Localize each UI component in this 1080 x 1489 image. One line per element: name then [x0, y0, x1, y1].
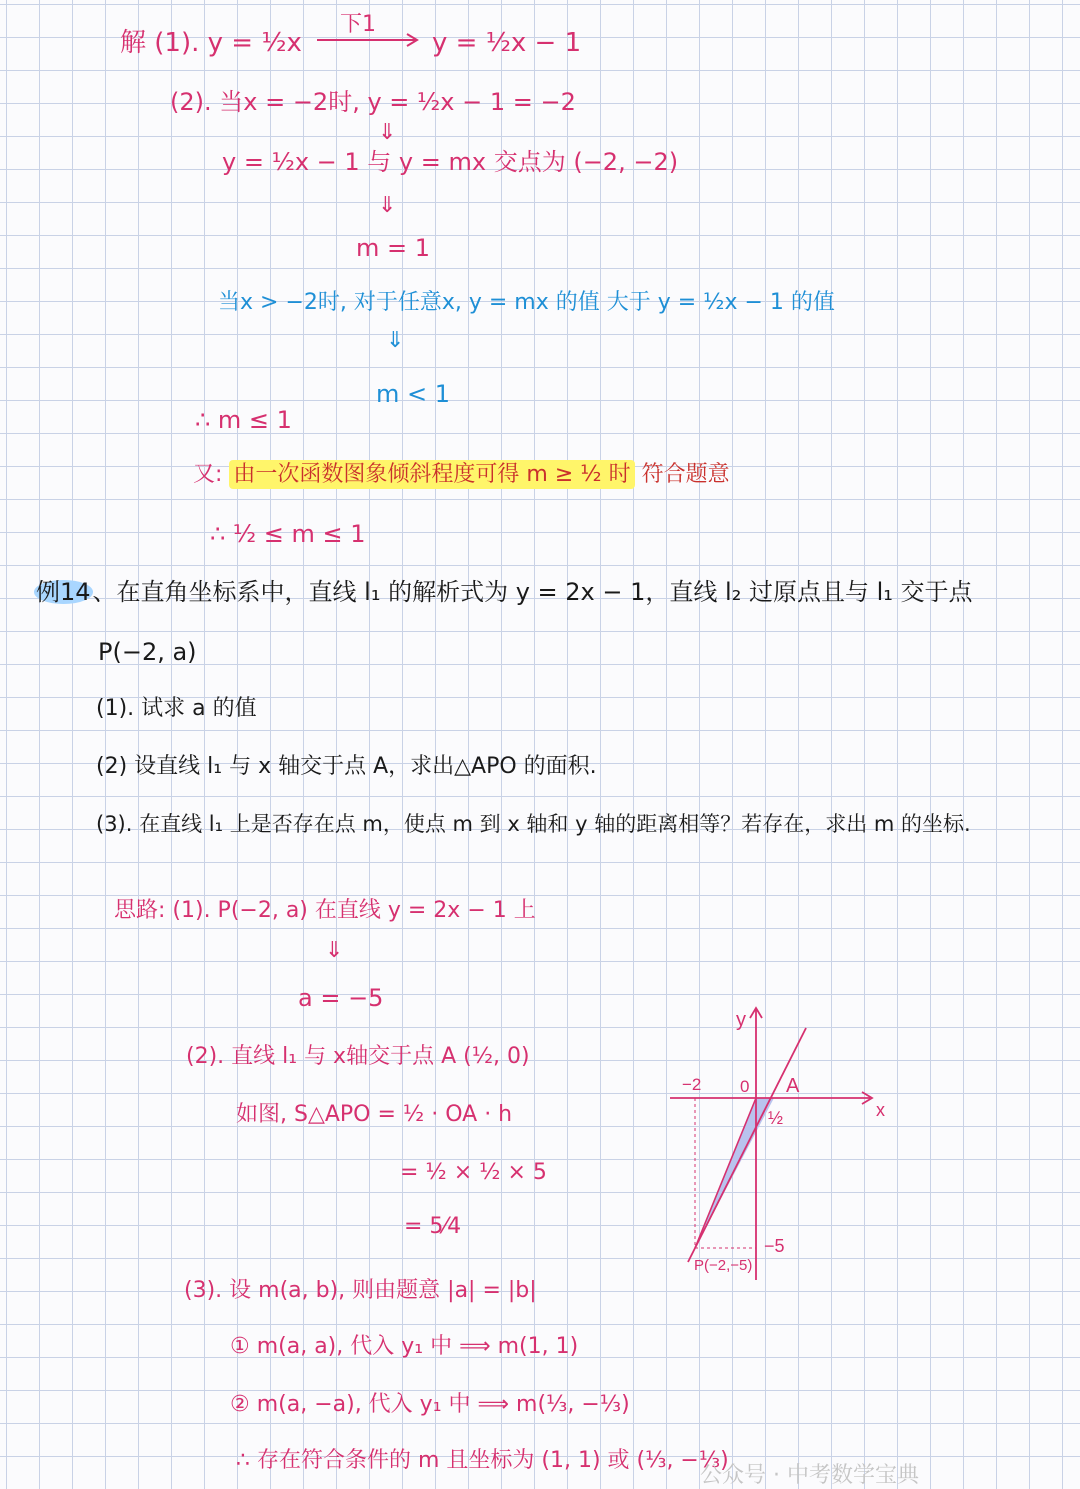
point-a-label: A	[786, 1075, 800, 1097]
thinking-line-3: (3). 设 m(a, b), 则由题意 |a| = |b|	[184, 1278, 537, 1303]
y-axis-label: y	[736, 1009, 746, 1031]
x-axis-label: x	[876, 1100, 885, 1120]
solution-line-1: 解 (1). y = ½x	[120, 28, 302, 58]
therefore-2: ∴ ½ ≤ m ≤ 1	[210, 520, 366, 548]
solution-line-1-result: y = ½x − 1	[432, 28, 582, 58]
right-arrow-icon	[315, 30, 425, 50]
half-label: ½	[768, 1108, 784, 1128]
blue-condition-line: 当x > −2时, 对于任意x, y = mx 的值 大于 y = ½x − 1 的值	[218, 290, 835, 315]
thinking-line-2c: = ½ × ½ × 5	[400, 1160, 547, 1185]
origin-label: 0	[740, 1077, 750, 1096]
problem-number: 例14	[36, 578, 91, 606]
thinking-line-1: 思路: (1). P(−2, a) 在直线 y = 2x − 1 上	[114, 898, 536, 923]
also-line	[193, 464, 730, 486]
problem-statement-line-2: P(−2, a)	[98, 638, 197, 666]
problem-text-a: 、在直角坐标系中，直线 l₁ 的解析式为 y = 2x − 1，直线 l₂ 过原点且与 l₁ 交于点	[92, 578, 973, 606]
point-p-label: P(−2,−5)	[694, 1257, 753, 1274]
problem-statement-line-1	[34, 580, 973, 604]
arrow-label: 下1	[340, 12, 376, 37]
therefore-1: ∴ m ≤ 1	[195, 406, 292, 434]
solution-line-4: m = 1	[356, 234, 431, 262]
down-arrow-1: ⇓	[378, 120, 397, 145]
neg5-label: −5	[764, 1236, 785, 1256]
also-label: 又:	[193, 462, 223, 487]
thinking-line-3c: ∴ 存在符合条件的 m 且坐标为 (1, 1) 或 (⅓, −⅓)	[236, 1448, 729, 1473]
highlighted-text: 由一次函数图象倾斜程度可得 m ≥ ½ 时	[229, 460, 634, 489]
down-arrow-3: ⇓	[386, 328, 405, 353]
thinking-down-arrow: ⇓	[325, 938, 344, 963]
line-l1	[688, 1028, 806, 1262]
question-3: (3). 在直线 l₁ 上是否存在点 m，使点 m 到 x 轴和 y 轴的距离相等？若存在，求出 m 的坐标.	[96, 812, 971, 836]
coordinate-graph	[660, 1000, 900, 1290]
blue-result: m < 1	[376, 380, 451, 408]
thinking-line-3b: ② m(a, −a), 代入 y₁ 中 ⟹ m(⅓, −⅓)	[230, 1392, 630, 1417]
neg2-label: −2	[682, 1075, 702, 1094]
line-op	[695, 1098, 756, 1248]
solution-line-3: y = ½x − 1 与 y = mx 交点为 (−2, −2)	[222, 148, 679, 176]
also-tail: 符合题意	[641, 462, 730, 487]
thinking-line-3a: ① m(a, a), 代入 y₁ 中 ⟹ m(1, 1)	[230, 1334, 579, 1359]
down-arrow-2: ⇓	[378, 193, 397, 218]
question-1: (1). 试求 a 的值	[96, 696, 257, 721]
question-2: (2) 设直线 l₁ 与 x 轴交于点 A，求出△APO 的面积.	[96, 754, 597, 779]
solution-line-2: (2). 当x = −2时, y = ½x − 1 = −2	[170, 88, 576, 116]
thinking-line-2b: 如图, S△APO = ½ · OA · h	[236, 1102, 513, 1127]
watermark: 公众号 · 中考数学宝典	[700, 1463, 919, 1488]
thinking-line-2: (2). 直线 l₁ 与 x轴交于点 A (½, 0)	[186, 1044, 530, 1069]
thinking-line-1-result: a = −5	[298, 984, 384, 1012]
thinking-line-2d: = 5⁄4	[404, 1214, 462, 1239]
